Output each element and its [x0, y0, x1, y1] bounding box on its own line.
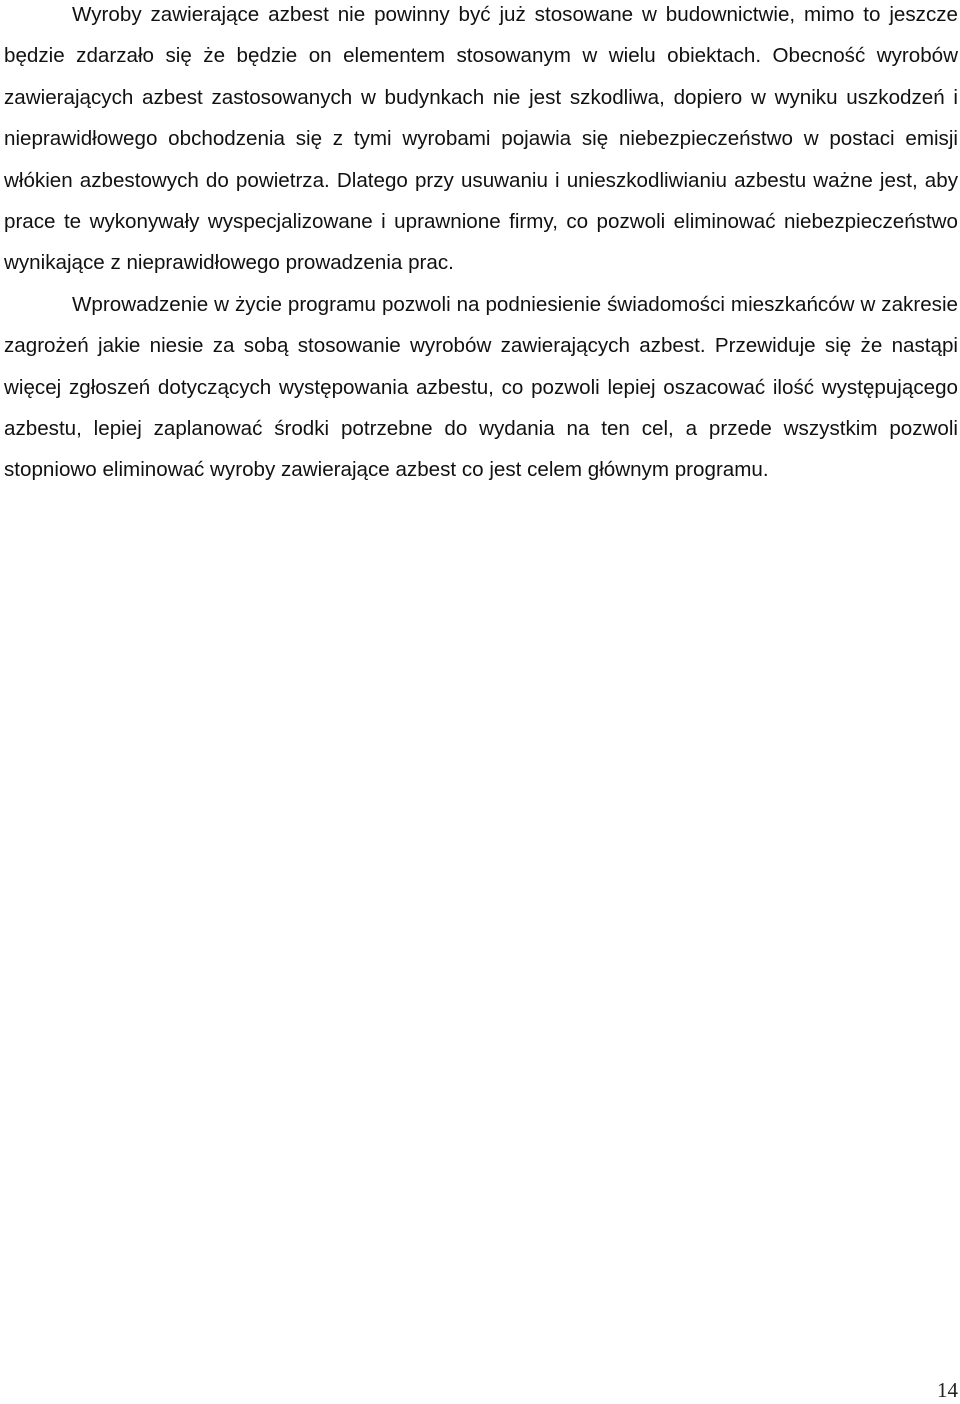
paragraph-program-goals: Wprowadzenie w życie programu pozwoli na podniesienie świadomości mieszkańców w zakresie zagrożeń jakie niesie za sobą stosowanie wyrobów zawierających azbest. Przewiduje się że nastąpi więcej zgłoszeń dotyczących występowania azbestu, co pozwoli lepiej oszacować ilość występującego azbestu, lepiej zaplanować środki potrzebne do wydania na ten cel, a przede wszystkim pozwoli stopniowo eliminować wyroby zawierające azbest co jest celem głównym programu.	[4, 292, 958, 482]
document-body	[4, 0, 958, 491]
paragraph-asbestos-use: Wyroby zawierające azbest nie powinny być już stosowane w budownictwie, mimo to jeszcze będzie zdarzało się że będzie on elementem stosowanym w wielu obiektach. Obecność wyrobów zawierających azbest zastosowanych w budynkach nie jest szkodliwa, dopiero w wyniku uszkodzeń i nieprawidłowego obchodzenia się z tymi wyrobami pojawia się niebezpieczeństwo w postaci emisji włókien azbestowych do powietrza. Dlatego przy usuwaniu i unieszkodliwianiu azbestu ważne jest, aby prace te wykonywały wyspecjalizowane i uprawnione firmy, co pozwoli eliminować niebezpieczeństwo wynikające z nieprawidłowego prowadzenia prac.	[4, 3, 958, 275]
page-number: 14	[937, 1378, 958, 1402]
